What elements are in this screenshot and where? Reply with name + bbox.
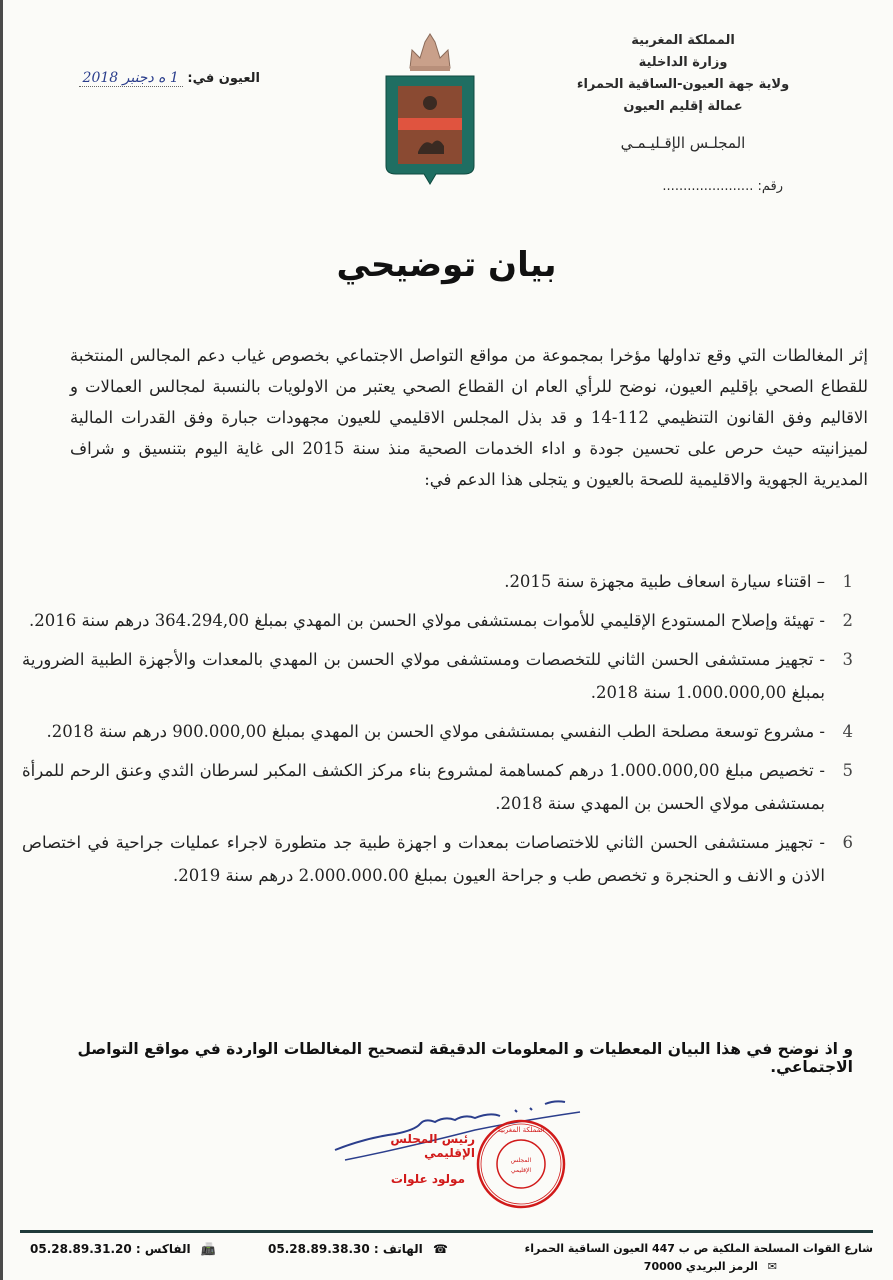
signature-block (325, 1090, 585, 1210)
footer-divider (20, 1230, 873, 1233)
footer-phone (268, 1242, 454, 1256)
svg-text:المجلس: المجلس (510, 1157, 532, 1164)
closing-statement: و اذ نوضح في هذا البيان المعطيات و المعلومات الدقيقة لتصحيح المغالطات الواردة في مواقع التواصل الاجتماعي. (77, 1040, 853, 1076)
item-number: 4 (842, 722, 853, 741)
item-text: – اقتناء سيارة اسعاف طبية مجهزة سنة 2015. (504, 572, 825, 591)
page-edge (0, 0, 3, 1280)
letterhead-line: المملكة المغربية (631, 33, 735, 48)
list-item (22, 604, 853, 637)
phone-label: الهاتف : (373, 1242, 423, 1256)
coat-of-arms-emblem (380, 28, 480, 188)
postal-code-line (453, 1258, 873, 1276)
footer-fax (30, 1242, 222, 1256)
fax-number: 05.28.89.31.20 (30, 1242, 132, 1256)
reference-number: رقم: ...................... (662, 179, 783, 194)
letterhead-line: ولاية جهة العيون-الساقية الحمراء (576, 77, 790, 92)
list-item (22, 826, 853, 892)
item-number: 5 (842, 761, 853, 780)
support-items-list (22, 565, 853, 898)
handwritten-date: 1 ه دجنبر 2018 (79, 70, 183, 87)
signatory-name: مولود علوات (390, 1172, 465, 1186)
item-text: - تهيئة وإصلاح المستودع الإقليمي للأموات بمستشفى مولاي الحسن بن المهدي بمبلغ 364.294,00 درهم سنة 2016. (29, 611, 825, 630)
street-address: شارع القوات المسلحة الملكية ص ب 447 العيون الساقية الحمراء (524, 1242, 873, 1255)
intro-paragraph: إثر المغالطات التي وقع تداولها مؤخرا بمجموعة من مواقع التواصل الاجتماعي بخصوص غياب دعم المجالس المنتخبة للقطاع الصحي بإقليم العيون، نوضح للرأي العام ان القطاع الصحي يعتبر من الاولويات بالنسبة لمجالس العمالات و الاقاليم وفق القانون التنظيمي 112-14 و قد بذل المجلس الاقليمي للعيون مجهودات جبارة وفق القدرات المالية لميزانيته حيث حرص على تحسين جودة و اداء الخدمات الصحية منذ سنة 2015 الى غاية اليوم بتنسيق و شراف المديرية الجهوية والاقليمية للصحة بالعيون و يتجلى هذا الدعم في: (70, 346, 868, 489)
svg-text:الإقليمي: الإقليمي (510, 1167, 532, 1174)
item-number: 2 (842, 611, 853, 630)
envelope-icon: ✉ (767, 1260, 777, 1273)
item-text: - تخصيص مبلغ 1.000.000,00 درهم كمساهمة لمشروع بناء مركز الكشف المكبر لسرطان الثدي وعنق الرحم للمرأة بمستشفى مولاي الحسن بن المهدي سنة 2018. (22, 761, 825, 813)
date-label: العيون في: (187, 71, 260, 86)
svg-text:المملكة المغربية: المملكة المغربية (497, 1126, 545, 1134)
signatory-title: رئيس المجلس الإقليمي (390, 1132, 475, 1160)
letterhead-line: وزارة الداخلية (638, 55, 728, 70)
fax-label: الفاكس : (135, 1242, 191, 1256)
council-name: المجلـس الإقـليـمـي (620, 134, 746, 152)
fax-icon: 📠 (200, 1242, 216, 1256)
item-text: - تجهيز مستشفى الحسن الثاني للتخصصات ومستشفى مولاي الحسن بن المهدي بالمعدات والأجهزة الطبية الضرورية بمبلغ 1.000.000,00 سنة 2018. (22, 650, 825, 702)
item-number: 3 (842, 650, 853, 669)
item-text: - مشروع توسعة مصلحة الطب النفسي بمستشفى مولاي الحسن بن المهدي بمبلغ 900.000,00 درهم سنة 2018. (46, 722, 825, 741)
item-number: 1 (842, 572, 853, 591)
letterhead (553, 30, 813, 198)
footer-address (453, 1240, 873, 1276)
list-item (22, 754, 853, 820)
postal-code: الرمز البريدي 70000 (643, 1260, 758, 1273)
date-line (20, 70, 260, 86)
official-stamp (475, 1118, 567, 1210)
list-item (22, 565, 853, 598)
letterhead-line: عمالة إقليم العيون (623, 99, 743, 114)
phone-icon: ☎ (432, 1242, 448, 1256)
phone-number: 05.28.89.38.30 (268, 1242, 370, 1256)
item-number: 6 (842, 833, 853, 852)
crown-icon (410, 34, 450, 71)
item-text: - تجهيز مستشفى الحسن الثاني للاختصاصات بمعدات و اجهزة طبية جد متطورة لاجراء عمليات جراحية في اختصاص الاذن و الانف و الحنجرة و تخصص طب و جراحة العيون بمبلغ 2.000.000.00 درهم سنة 2019. (22, 833, 825, 885)
document-title: بيان توضيحي (336, 245, 557, 285)
list-item (22, 643, 853, 709)
list-item (22, 715, 853, 748)
